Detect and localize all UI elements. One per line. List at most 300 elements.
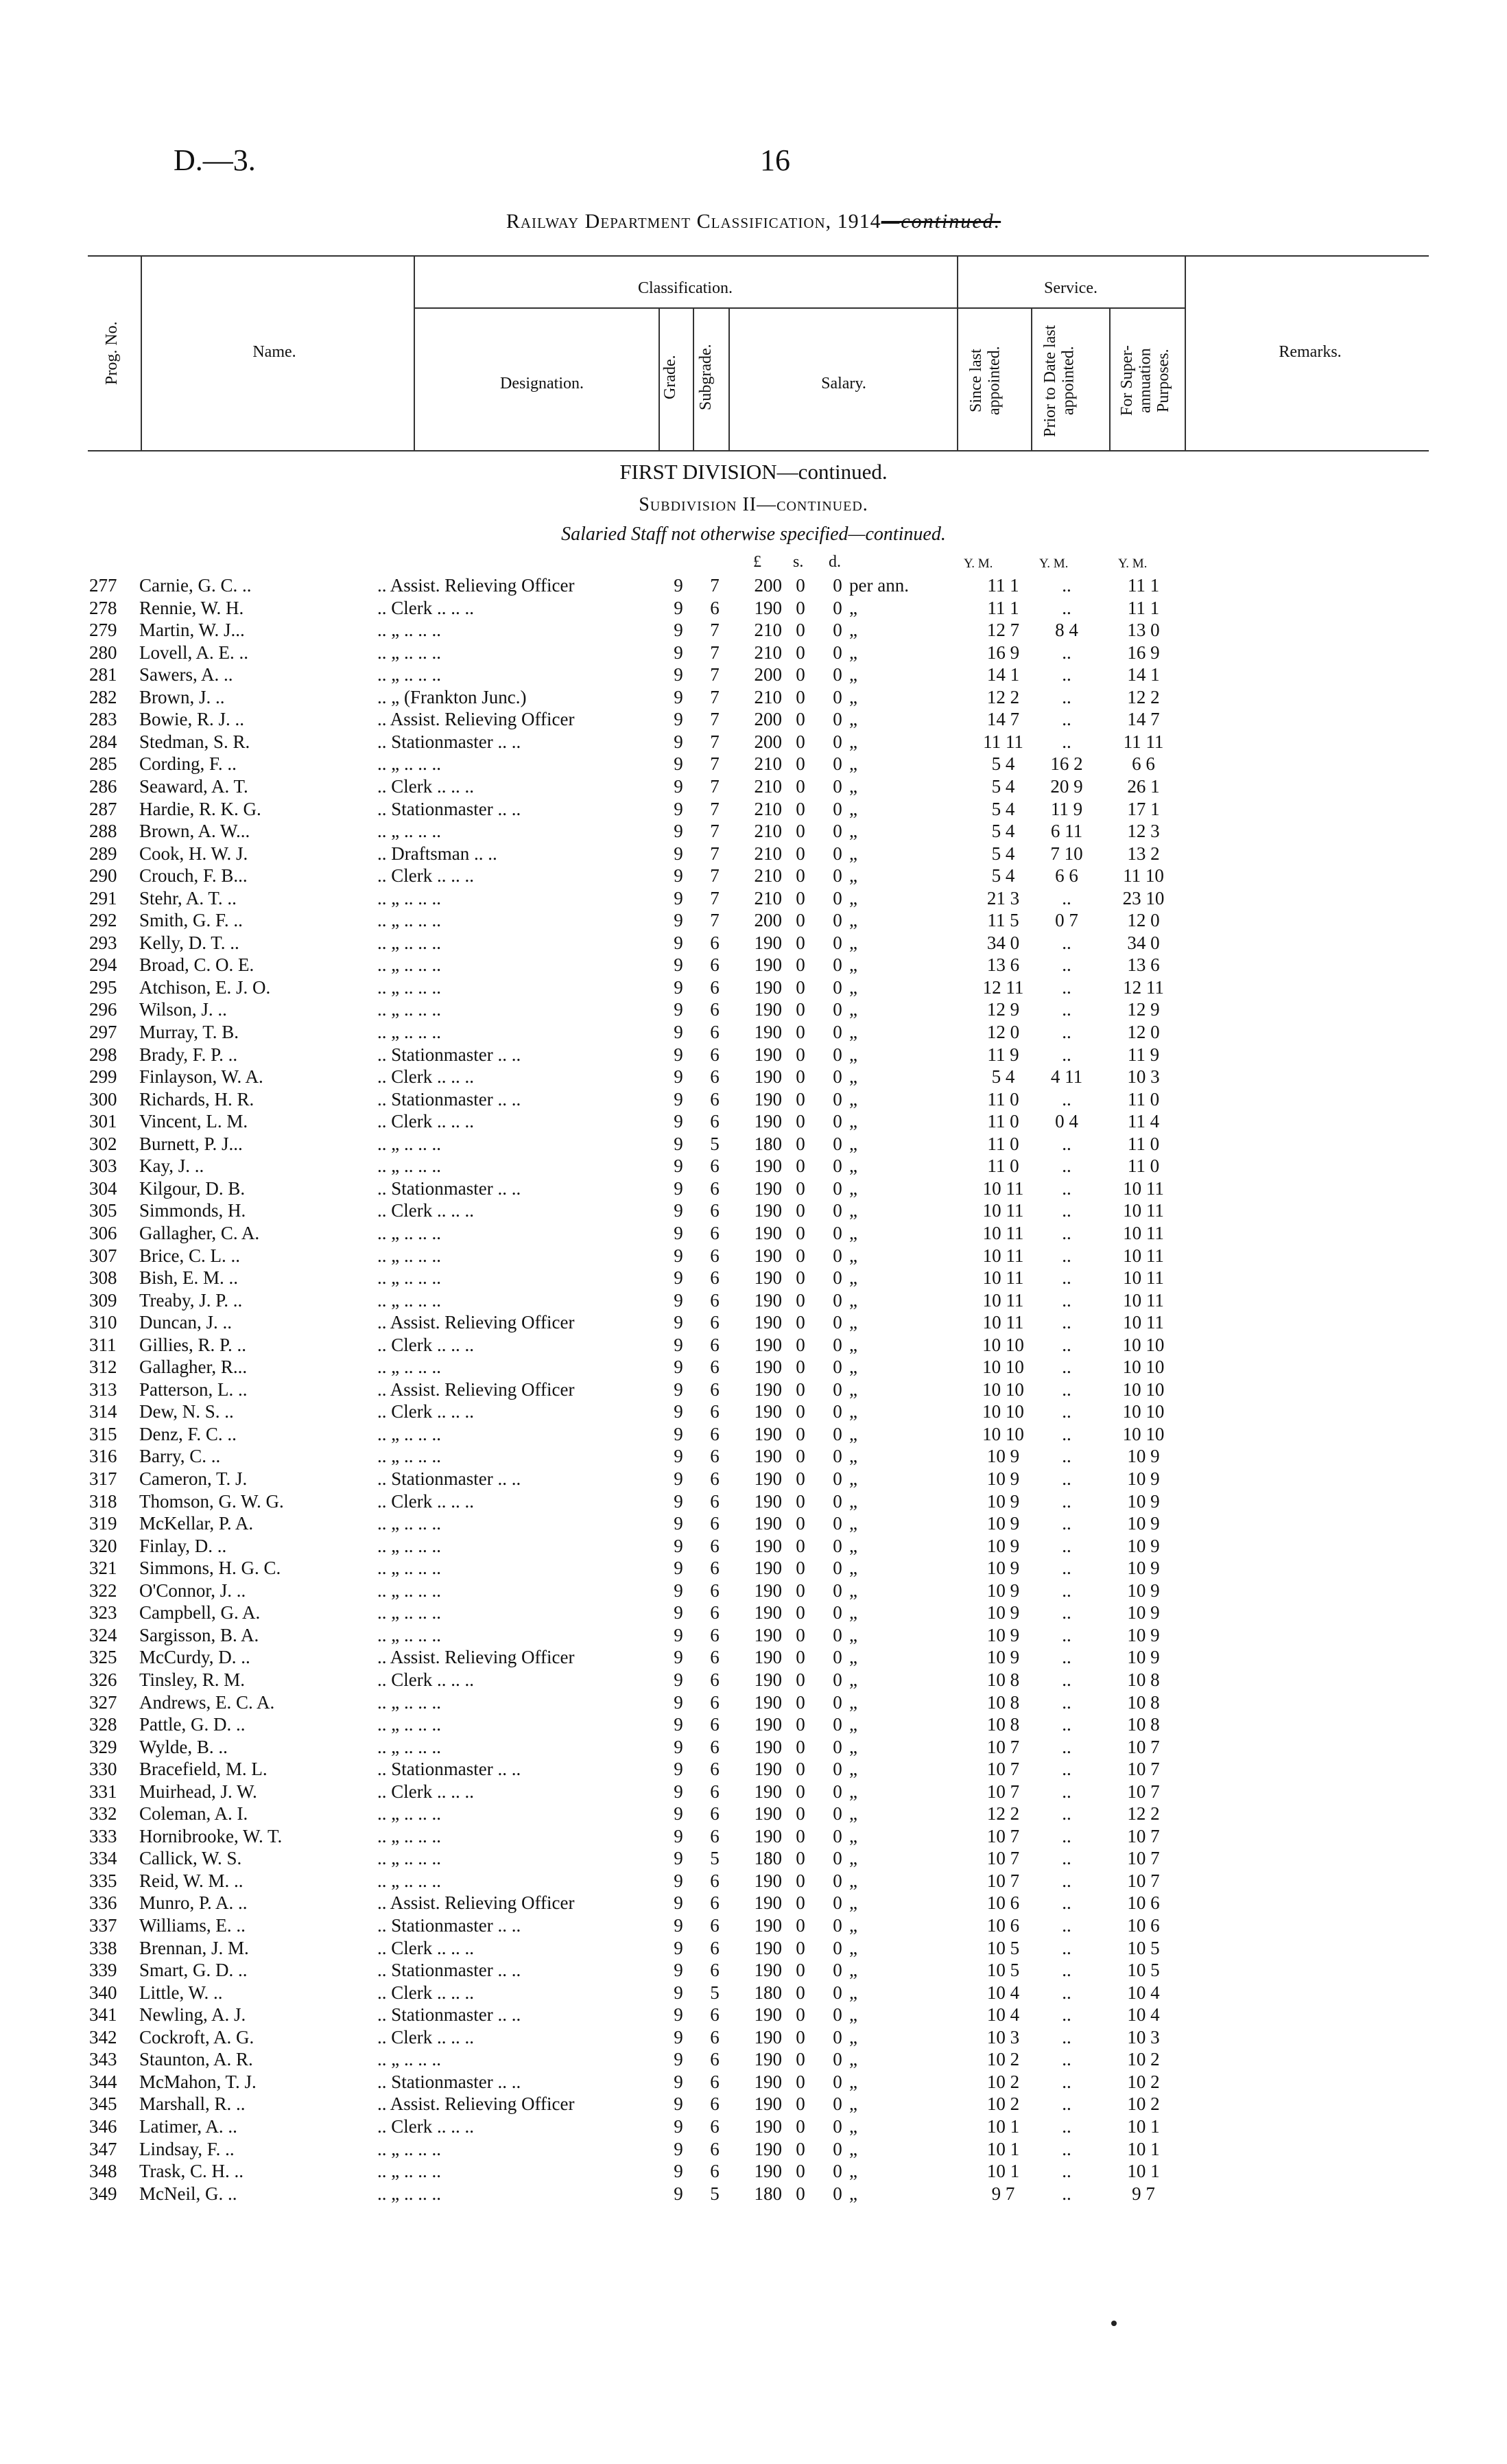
cell-prog-no: 329	[89, 1736, 117, 1757]
table-row	[0, 1982, 1507, 2005]
cell-salary-shillings: 0	[796, 976, 805, 998]
cell-service-prior: ..	[1062, 2071, 1071, 2092]
cell-prog-no: 333	[89, 1825, 117, 1846]
cell-service-superannuation: 10 11	[1123, 1222, 1164, 1243]
table-row	[0, 843, 1507, 866]
cell-salary-pounds: 190	[754, 1401, 782, 1422]
table-row	[0, 687, 1507, 709]
cell-salary-pounds: 210	[754, 642, 782, 663]
cell-salary-pounds: 210	[754, 686, 782, 707]
cell-service-superannuation: 12 9	[1127, 999, 1160, 1020]
cell-salary-shillings: 0	[796, 2115, 805, 2137]
cell-service-superannuation: 10 7	[1127, 1870, 1160, 1891]
cell-subgrade: 6	[710, 2093, 720, 2115]
cell-service-superannuation: 10 11	[1123, 1312, 1164, 1333]
cell-subgrade: 7	[710, 887, 720, 908]
cell-designation: .. Stationmaster .. ..	[377, 1044, 521, 1065]
table-row	[0, 575, 1507, 598]
cell-salary-pence: 0	[833, 1982, 842, 2003]
cell-salary-shillings: 0	[796, 1155, 805, 1177]
cell-prog-no: 313	[89, 1378, 117, 1400]
cell-salary-pence: 0	[833, 865, 842, 887]
table-row	[0, 2004, 1507, 2027]
cell-subgrade: 6	[710, 1155, 720, 1177]
cell-service-since-last: 11 1	[987, 575, 1019, 596]
cell-service-since-last: 12 11	[982, 976, 1024, 998]
cell-designation: .. „ .. .. ..	[377, 1825, 441, 1846]
cell-subgrade: 6	[710, 1892, 720, 1914]
cell-prog-no: 294	[89, 954, 117, 976]
cell-grade: 9	[674, 1289, 683, 1311]
table-row	[0, 1446, 1507, 1468]
cell-salary-shillings: 0	[796, 1691, 805, 1713]
cell-name: Brown, A. W...	[139, 821, 250, 842]
cell-designation: .. Clerk .. .. ..	[377, 1982, 474, 2003]
cell-salary-pence: 0	[833, 1334, 842, 1355]
cell-service-prior: ..	[1062, 1624, 1071, 1645]
cell-salary-pounds: 190	[754, 1580, 782, 1601]
cell-grade: 9	[674, 1781, 683, 1802]
cell-service-prior: ..	[1062, 1513, 1071, 1534]
cell-salary-period: „	[849, 2115, 857, 2137]
cell-salary-pounds: 190	[754, 932, 782, 953]
cell-salary-shillings: 0	[796, 1401, 805, 1422]
cell-service-since-last: 10 10	[982, 1357, 1024, 1378]
cell-name: Sargisson, B. A.	[139, 1624, 259, 1645]
cell-service-superannuation: 10 7	[1127, 1736, 1160, 1757]
cell-salary-period: „	[849, 1133, 857, 1154]
cell-salary-period: „	[849, 2138, 857, 2159]
cell-salary-period: „	[849, 1289, 857, 1311]
cell-salary-shillings: 0	[796, 1088, 805, 1110]
cell-service-prior: ..	[1062, 1803, 1071, 1824]
cell-salary-pence: 0	[833, 1357, 842, 1378]
cell-name: Bish, E. M. ..	[139, 1267, 239, 1289]
cell-subgrade: 6	[710, 2026, 720, 2048]
cell-service-since-last: 12 9	[986, 999, 1020, 1020]
table-row	[0, 888, 1507, 911]
cell-grade: 9	[674, 1155, 683, 1177]
cell-salary-pounds: 190	[754, 954, 782, 976]
cell-grade: 9	[674, 1960, 683, 1981]
table-row	[0, 999, 1507, 1022]
cell-grade: 9	[674, 1267, 683, 1289]
cell-subgrade: 6	[710, 597, 720, 618]
cell-grade: 9	[674, 597, 683, 618]
cell-subgrade: 6	[710, 2071, 720, 2092]
cell-salary-period: „	[849, 1714, 857, 1735]
cell-salary-pence: 0	[833, 753, 842, 775]
cell-salary-shillings: 0	[796, 2049, 805, 2070]
cell-salary-shillings: 0	[796, 1446, 805, 1467]
cell-salary-period: „	[849, 1848, 857, 1869]
cell-salary-shillings: 0	[796, 1133, 805, 1154]
cell-salary-period: „	[849, 2026, 857, 2048]
cell-service-superannuation: 13 0	[1127, 620, 1160, 641]
cell-service-superannuation: 26 1	[1127, 775, 1160, 797]
cell-service-prior: ..	[1062, 1535, 1071, 1556]
cell-service-since-last: 10 9	[986, 1490, 1020, 1512]
cell-designation: .. Clerk .. .. ..	[377, 1111, 474, 1132]
cell-grade: 9	[674, 1312, 683, 1333]
cell-subgrade: 6	[710, 1669, 720, 1690]
cell-prog-no: 343	[89, 2049, 117, 2070]
cell-designation: .. „ (Frankton Junc.)	[377, 686, 527, 707]
cell-grade: 9	[674, 1982, 683, 2003]
cell-service-prior: ..	[1062, 1736, 1071, 1757]
cell-service-since-last: 10 9	[986, 1647, 1020, 1668]
cell-service-superannuation: 34 0	[1127, 932, 1160, 953]
cell-salary-pence: 0	[833, 2071, 842, 2092]
cell-salary-pence: 0	[833, 686, 842, 707]
cell-service-superannuation: 11 1	[1127, 597, 1160, 618]
cell-name: Thomson, G. W. G.	[139, 1490, 284, 1512]
cell-salary-pence: 0	[833, 1535, 842, 1556]
cell-salary-pence: 0	[833, 642, 842, 663]
cell-service-since-last: 10 2	[986, 2071, 1020, 2092]
cell-service-since-last: 10 1	[986, 2138, 1020, 2159]
cell-designation: .. „ .. .. ..	[377, 1535, 441, 1556]
cell-subgrade: 6	[710, 1022, 720, 1042]
cell-designation: .. „ .. .. ..	[377, 887, 441, 908]
cell-designation: .. „ .. .. ..	[377, 1446, 441, 1467]
cell-grade: 9	[674, 2004, 683, 2026]
cell-service-superannuation: 12 2	[1127, 686, 1160, 707]
cell-subgrade: 6	[710, 1088, 720, 1110]
cell-service-prior: 11 9	[1050, 798, 1083, 819]
cell-subgrade: 6	[710, 1558, 720, 1579]
cell-name: Gillies, R. P. ..	[139, 1334, 247, 1355]
cell-designation: .. Clerk .. .. ..	[377, 1669, 474, 1690]
cell-prog-no: 308	[89, 1267, 117, 1289]
cell-service-superannuation: 13 6	[1127, 954, 1160, 976]
cell-salary-shillings: 0	[796, 1982, 805, 2003]
cell-salary-pounds: 190	[754, 2026, 782, 2048]
cell-salary-shillings: 0	[796, 1558, 805, 1579]
cell-salary-shillings: 0	[796, 1870, 805, 1891]
cell-grade: 9	[674, 1535, 683, 1556]
cell-designation: .. Stationmaster .. ..	[377, 798, 521, 819]
cell-salary-pounds: 190	[754, 2049, 782, 2070]
cell-prog-no: 314	[89, 1401, 117, 1422]
cell-designation: .. „ .. .. ..	[377, 1022, 441, 1042]
cell-service-since-last: 10 8	[986, 1691, 1020, 1713]
table-row	[0, 2139, 1507, 2161]
col-divider	[693, 307, 694, 450]
table-row	[0, 1424, 1507, 1446]
cell-designation: .. „ .. .. ..	[377, 2183, 441, 2204]
cell-designation: .. „ .. .. ..	[377, 1558, 441, 1579]
cell-service-superannuation: 10 10	[1122, 1401, 1165, 1422]
cell-service-since-last: 10 7	[986, 1759, 1020, 1780]
cell-salary-pence: 0	[833, 1468, 842, 1489]
cell-salary-pence: 0	[833, 887, 842, 908]
cell-grade: 9	[674, 2093, 683, 2115]
cell-prog-no: 346	[89, 2115, 117, 2137]
cell-salary-period: „	[849, 2004, 857, 2026]
cell-salary-period: „	[849, 2183, 857, 2204]
cell-salary-period: „	[849, 2049, 857, 2070]
cell-service-since-last: 10 10	[982, 1378, 1024, 1400]
cell-salary-pence: 0	[833, 1915, 842, 1936]
cell-salary-shillings: 0	[796, 865, 805, 887]
cell-salary-pence: 0	[833, 1781, 842, 1802]
cell-designation: .. „ .. .. ..	[377, 1245, 441, 1266]
cell-service-prior: 6 11	[1050, 821, 1083, 842]
cell-salary-pounds: 190	[754, 597, 782, 618]
cell-service-superannuation: 10 1	[1127, 2161, 1160, 2182]
cell-prog-no: 287	[89, 798, 117, 819]
cell-prog-no: 338	[89, 1937, 117, 1958]
cell-grade: 9	[674, 1624, 683, 1645]
cell-service-since-last: 5 4	[991, 753, 1015, 775]
cell-service-prior: ..	[1062, 1937, 1071, 1958]
cell-designation: .. Stationmaster .. ..	[377, 1468, 521, 1489]
cell-name: Bracefield, M. L.	[139, 1759, 268, 1780]
cell-prog-no: 300	[89, 1088, 117, 1110]
cell-salary-period: „	[849, 731, 857, 752]
cell-service-since-last: 10 1	[986, 2161, 1020, 2182]
cell-service-since-last: 11 0	[987, 1133, 1019, 1154]
cell-name: Gallagher, R...	[139, 1357, 248, 1378]
cell-salary-shillings: 0	[796, 999, 805, 1020]
cell-grade: 9	[674, 1222, 683, 1243]
cell-designation: .. „ .. .. ..	[377, 1289, 441, 1311]
cell-grade: 9	[674, 1647, 683, 1668]
cell-service-prior: ..	[1062, 1222, 1071, 1243]
cell-subgrade: 6	[710, 1044, 720, 1065]
cell-service-prior: 7 10	[1050, 843, 1083, 864]
cell-service-since-last: 11 0	[987, 1155, 1019, 1177]
table-row	[0, 2049, 1507, 2072]
cell-service-prior: 0 4	[1055, 1111, 1078, 1132]
cell-name: Gallagher, C. A.	[139, 1222, 260, 1243]
cell-designation: .. Stationmaster .. ..	[377, 1759, 521, 1780]
cell-salary-period: „	[849, 1513, 857, 1534]
table-row	[0, 1781, 1507, 1804]
cell-prog-no: 288	[89, 821, 117, 842]
cell-service-superannuation: 10 2	[1127, 2071, 1160, 2092]
cell-salary-pounds: 190	[754, 1378, 782, 1400]
title-continued: —continued.	[881, 210, 1001, 233]
cell-subgrade: 5	[710, 1982, 720, 2003]
cell-designation: .. „ .. .. ..	[377, 1133, 441, 1154]
cell-subgrade: 6	[710, 1691, 720, 1713]
cell-salary-pence: 0	[833, 1892, 842, 1914]
cell-salary-pence: 0	[833, 2115, 842, 2137]
cell-subgrade: 6	[710, 1714, 720, 1735]
unit-pence: d.	[829, 553, 841, 571]
cell-service-prior: ..	[1062, 664, 1071, 685]
cell-salary-pounds: 190	[754, 1177, 782, 1199]
cell-grade: 9	[674, 1714, 683, 1735]
cell-name: Broad, C. O. E.	[139, 954, 254, 976]
cell-subgrade: 6	[710, 1781, 720, 1802]
cell-salary-pounds: 190	[754, 1558, 782, 1579]
cell-prog-no: 349	[89, 2183, 117, 2204]
cell-designation: .. Clerk .. .. ..	[377, 597, 474, 618]
cell-salary-pence: 0	[833, 1022, 842, 1042]
col-divider	[1109, 307, 1111, 450]
cell-salary-period: „	[849, 1647, 857, 1668]
cell-salary-shillings: 0	[796, 1535, 805, 1556]
cell-name: McCurdy, D. ..	[139, 1647, 250, 1668]
cell-salary-pounds: 190	[754, 2093, 782, 2115]
table-row	[0, 1960, 1507, 1982]
cell-salary-pounds: 190	[754, 1937, 782, 1958]
cell-service-prior: ..	[1062, 1044, 1071, 1065]
cell-designation: .. „ .. .. ..	[377, 976, 441, 998]
cell-service-superannuation: 6 6	[1132, 753, 1155, 775]
cell-service-prior: ..	[1062, 1714, 1071, 1735]
cell-designation: .. „ .. .. ..	[377, 1155, 441, 1177]
cell-name: Duncan, J. ..	[139, 1312, 232, 1333]
cell-service-prior: ..	[1062, 731, 1071, 752]
cell-salary-shillings: 0	[796, 2071, 805, 2092]
cell-salary-shillings: 0	[796, 1022, 805, 1042]
cell-subgrade: 6	[710, 1937, 720, 1958]
table-row	[0, 1357, 1507, 1379]
col-divider	[141, 255, 142, 450]
cell-subgrade: 6	[710, 1222, 720, 1243]
cell-service-since-last: 14 7	[986, 709, 1020, 730]
cell-grade: 9	[674, 821, 683, 842]
cell-service-superannuation: 10 11	[1123, 1200, 1164, 1221]
cell-service-superannuation: 10 9	[1127, 1647, 1160, 1668]
cell-service-since-last: 10 7	[986, 1848, 1020, 1869]
table-row	[0, 1401, 1507, 1424]
cell-prog-no: 293	[89, 932, 117, 953]
table-row	[0, 1312, 1507, 1335]
cell-salary-shillings: 0	[796, 1044, 805, 1065]
cell-designation: .. Stationmaster .. ..	[377, 1915, 521, 1936]
table-row	[0, 642, 1507, 665]
table-row	[0, 1335, 1507, 1357]
cell-service-since-last: 12 2	[986, 686, 1020, 707]
cell-salary-shillings: 0	[796, 1960, 805, 1981]
cell-salary-shillings: 0	[796, 2004, 805, 2026]
cell-service-since-last: 10 9	[986, 1513, 1020, 1534]
cell-designation: .. Assist. Relieving Officer	[377, 2093, 575, 2115]
table-row	[0, 1200, 1507, 1223]
header-prog-no: Prog. No.	[103, 321, 121, 386]
cell-subgrade: 7	[710, 620, 720, 641]
cell-grade: 9	[674, 575, 683, 596]
table-row	[0, 1089, 1507, 1112]
cell-salary-period: „	[849, 1759, 857, 1780]
table-row	[0, 1468, 1507, 1491]
cell-service-prior: ..	[1062, 1759, 1071, 1780]
cell-subgrade: 7	[710, 709, 720, 730]
cell-service-superannuation: 10 7	[1127, 1781, 1160, 1802]
cell-grade: 9	[674, 1803, 683, 1824]
cell-service-prior: ..	[1062, 1691, 1071, 1713]
cell-service-since-last: 10 2	[986, 2049, 1020, 2070]
cell-grade: 9	[674, 798, 683, 819]
table-row	[0, 1602, 1507, 1625]
cell-prog-no: 289	[89, 843, 117, 864]
cell-salary-shillings: 0	[796, 1513, 805, 1534]
table-row	[0, 1692, 1507, 1715]
cell-salary-pounds: 190	[754, 1022, 782, 1042]
cell-subgrade: 6	[710, 1312, 720, 1333]
cell-subgrade: 6	[710, 1111, 720, 1132]
cell-name: Williams, E. ..	[139, 1915, 246, 1936]
cell-salary-shillings: 0	[796, 1825, 805, 1846]
cell-salary-shillings: 0	[796, 1334, 805, 1355]
cell-service-since-last: 10 9	[986, 1580, 1020, 1601]
header-remarks: Remarks.	[1279, 343, 1342, 361]
cell-service-prior: ..	[1062, 1781, 1071, 1802]
cell-designation: .. Draftsman .. ..	[377, 843, 497, 864]
cell-service-since-last: 5 4	[991, 775, 1015, 797]
cell-salary-pounds: 190	[754, 999, 782, 1020]
cell-grade: 9	[674, 2049, 683, 2070]
table-row	[0, 1625, 1507, 1647]
header-name: Name.	[252, 343, 296, 361]
cell-name: Kelly, D. T. ..	[139, 932, 239, 953]
cell-prog-no: 281	[89, 664, 117, 685]
cell-salary-pounds: 190	[754, 1155, 782, 1177]
cell-service-superannuation: 10 5	[1127, 1960, 1160, 1981]
header-since-last-appointed: Since last appointed.	[967, 346, 1004, 416]
cell-salary-pence: 0	[833, 999, 842, 1020]
cell-prog-no: 283	[89, 709, 117, 730]
cell-salary-pence: 0	[833, 1245, 842, 1266]
cell-service-prior: ..	[1062, 1133, 1071, 1154]
cell-salary-shillings: 0	[796, 709, 805, 730]
cell-prog-no: 301	[89, 1111, 117, 1132]
cell-designation: .. Clerk .. .. ..	[377, 775, 474, 797]
cell-name: McNeil, G. ..	[139, 2183, 237, 2204]
cell-salary-pounds: 190	[754, 2004, 782, 2026]
cell-salary-pounds: 190	[754, 1647, 782, 1668]
cell-service-prior: ..	[1062, 1200, 1071, 1221]
cell-salary-shillings: 0	[796, 2093, 805, 2115]
cell-designation: .. „ .. .. ..	[377, 1222, 441, 1243]
cell-prog-no: 280	[89, 642, 117, 663]
title-main: Railway Department Classification, 1914	[506, 210, 881, 233]
table-row	[0, 910, 1507, 932]
cell-salary-pence: 0	[833, 1222, 842, 1243]
cell-designation: .. „ .. .. ..	[377, 821, 441, 842]
cell-salary-period: „	[849, 2071, 857, 2092]
cell-grade: 9	[674, 1245, 683, 1266]
cell-service-superannuation: 10 9	[1127, 1558, 1160, 1579]
cell-salary-pence: 0	[833, 1312, 842, 1333]
unit-shillings: s.	[793, 553, 804, 571]
cell-name: Brice, C. L. ..	[139, 1245, 240, 1266]
cell-salary-shillings: 0	[796, 753, 805, 775]
cell-prog-no: 321	[89, 1558, 117, 1579]
cell-grade: 9	[674, 1825, 683, 1846]
unit-ym-prior: Y. M.	[1039, 556, 1069, 571]
cell-salary-period: „	[849, 954, 857, 976]
cell-designation: .. „ .. .. ..	[377, 1736, 441, 1757]
cell-name: Wilson, J. ..	[139, 999, 227, 1020]
cell-salary-pounds: 190	[754, 976, 782, 998]
cell-service-superannuation: 11 0	[1127, 1155, 1160, 1177]
cell-salary-period: „	[849, 1312, 857, 1333]
cell-service-superannuation: 10 10	[1122, 1357, 1165, 1378]
cell-salary-period: „	[849, 1022, 857, 1042]
cell-salary-pence: 0	[833, 709, 842, 730]
cell-designation: .. „ .. .. ..	[377, 1691, 441, 1713]
cell-designation: .. Stationmaster .. ..	[377, 731, 521, 752]
header-classification: Classification.	[638, 279, 733, 297]
cell-service-superannuation: 12 0	[1127, 1022, 1160, 1042]
cell-salary-shillings: 0	[796, 664, 805, 685]
